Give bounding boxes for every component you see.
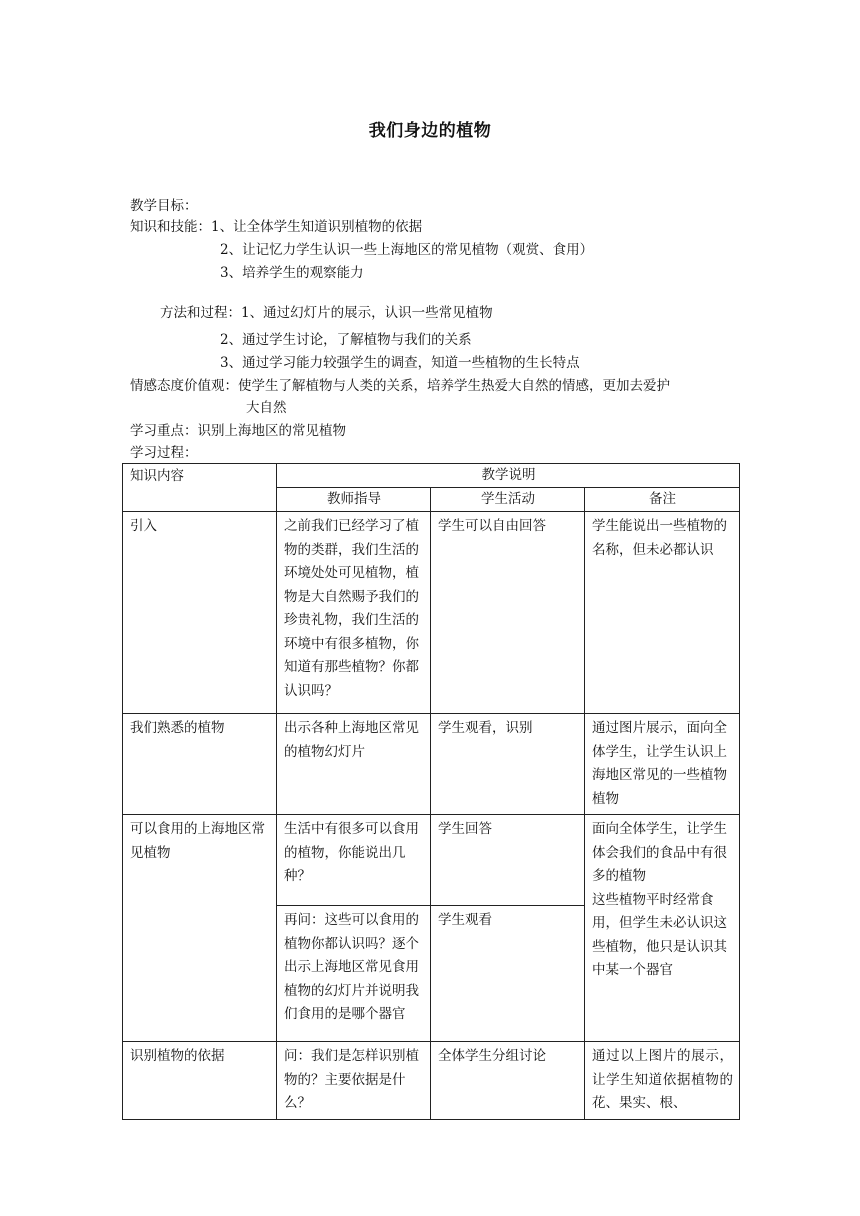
knowledge-skills-line-1 (130, 217, 422, 237)
table-row (123, 714, 740, 815)
table-row (123, 512, 740, 714)
cell-note: 通过图片展示，面向全体学生，让学生认识上海地区常见的一些植物植物 (585, 714, 740, 815)
header-note: 备注 (585, 488, 740, 512)
header-student: 学生活动 (431, 488, 585, 512)
knowledge-item: 2、让记忆力学生认识一些上海地区的常见植物（观赏、食用） (220, 242, 594, 258)
cell-knowledge: 可以食用的上海地区常见植物 (123, 815, 277, 1042)
cell-knowledge: 识别植物的依据 (123, 1042, 277, 1120)
cell-teacher: 生活中有很多可以食用的植物，你能说出几种？ (277, 815, 431, 906)
cell-student: 学生回答 (431, 815, 585, 906)
attitude-text: 使学生了解植物与人类的关系，培养学生热爱大自然的情感，更加去爱护 (238, 378, 670, 394)
cell-student: 全体学生分组讨论 (431, 1042, 585, 1120)
table-row (123, 1042, 740, 1120)
cell-student: 学生观看，识别 (431, 714, 585, 815)
cell-teacher: 问：我们是怎样识别植物的？主要依据是什么？ (277, 1042, 431, 1120)
attitude-label: 情感态度价值观： (130, 378, 238, 394)
knowledge-label: 知识和技能： (130, 219, 211, 235)
method-item: 2、通过学生讨论，了解植物与我们的关系 (220, 332, 472, 348)
cell-note: 通过以上图片的展示，让学生知道依据植物的花、果实、根、 (585, 1042, 740, 1120)
knowledge-item: 1、让全体学生知道识别植物的依据 (211, 219, 423, 235)
objectives-heading: 教学目标： (130, 198, 198, 214)
method-label: 方法和过程： (160, 305, 241, 321)
cell-note: 学生能说出一些植物的名称，但未必都认识 (585, 512, 740, 714)
header-knowledge: 知识内容 (123, 464, 277, 512)
note-paragraph: 这些植物平时经常食用，但学生未必认识这些植物，他只是认识其中某一个器官 (592, 891, 727, 978)
note-paragraph: 面向全体学生，让学生体会我们的食品中有很多的植物 (592, 821, 727, 884)
method-item: 3、通过学习能力较强学生的调查，知道一些植物的生长特点 (220, 355, 580, 371)
cell-note (585, 815, 740, 1042)
attitude-text-continued: 大自然 (246, 400, 287, 416)
header-teacher: 教师指导 (277, 488, 431, 512)
cell-knowledge: 我们熟悉的植物 (123, 714, 277, 815)
table-row (123, 815, 740, 906)
cell-student: 学生观看 (431, 906, 585, 1042)
cell-teacher: 出示各种上海地区常见的植物幻灯片 (277, 714, 431, 815)
cell-teacher: 再问：这些可以食用的植物你都认识吗？逐个出示上海地区常见食用植物的幻灯片并说明我们食用的是哪个器官 (277, 906, 431, 1042)
method-process-line-1 (160, 303, 493, 323)
cell-teacher: 之前我们已经学习了植物的类群，我们生活的环境处处可见植物，植物是大自然赐予我们的珍贵礼物，我们生活的环境中有很多植物，你知道有那些植物？你都认识吗？ (277, 512, 431, 714)
learning-process: 学习过程： (130, 445, 198, 461)
cell-knowledge: 引入 (123, 512, 277, 714)
knowledge-item: 3、培养学生的观察能力 (220, 265, 364, 281)
cell-student: 学生可以自由回答 (431, 512, 585, 714)
attitude-line-1 (130, 376, 670, 396)
learning-focus: 学习重点：识别上海地区的常见植物 (130, 423, 346, 439)
header-teaching: 教学说明 (277, 464, 740, 488)
lesson-table (122, 463, 740, 1120)
page-title: 我们身边的植物 (368, 121, 492, 141)
table-header-row (123, 464, 740, 488)
method-item: 1、通过幻灯片的展示，认识一些常见植物 (241, 305, 493, 321)
